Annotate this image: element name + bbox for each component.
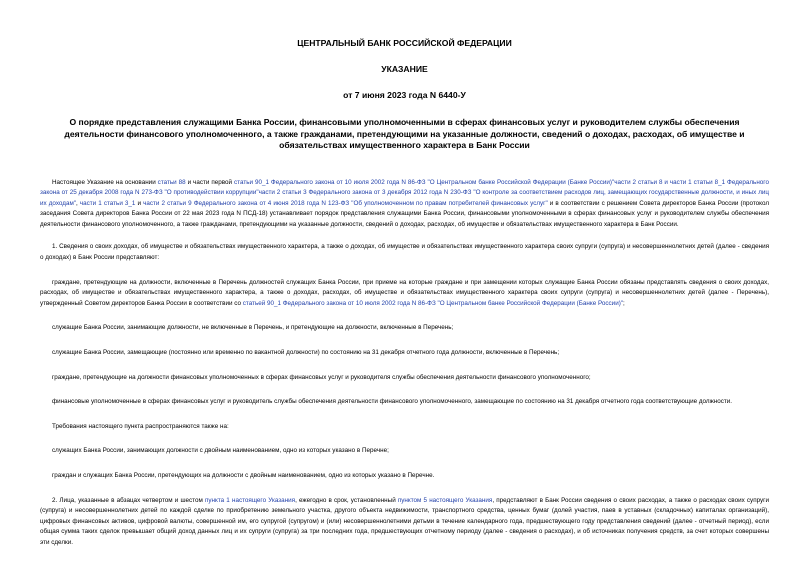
text-fragment: и [135,199,144,207]
text-fragment: и части первой [185,178,235,186]
link-point-5[interactable]: пунктом 5 настоящего Указания [397,496,493,504]
text-fragment: граждане, претендующие на должности, включенные в Перечень должностей служащих Банка России, при приеме на которые граждане и при замещении которых служащие Банка России обязаны представлять сведения о своих доходах, расходах, об имуществе и обязательствах имущественного характера, а также о доходах, расходах, об имуществе и обязательствах имущественного характера своих супруги (супруга) и несовершеннолетних детей (далее - Перечень), утвержденный Советом директоров Банка России в соответствии со [40,278,769,307]
paragraph-employees-not-listed: служащие Банка России, занимающие должности, не включенные в Перечень, и претендующие на должности, включенные в Перечень; [52,324,454,332]
paragraph-requirements: Требования настоящего пункта распространяются также на: [52,422,229,430]
document-type: УКАЗАНИЕ [381,64,428,74]
paragraph-ombudsman-applicants: граждане, претендующие на должности финансовых уполномоченных в сферах финансовых услуг и руководителя службы обеспечения деятельности финансового уполномоченного; [52,373,591,381]
paragraph-double-title-applicants: граждан и служащих Банка России, претендующих на должности с двойным наименованием, одно из которых указано в Перечне. [52,472,435,479]
document-title: О порядке представления служащими Банка России, финансовыми уполномоченными в сферах финансовых услуг и руководителем службы обеспечения деятельности финансового уполномоченного, а также гражданами, претендующими на указанные должности, сведений о доходах, расходах, об имуществе и обязательствах имущественного характера в Банк России [64,117,745,150]
text-fragment: , ежегодно в срок, установленный [295,496,398,504]
paragraph-employees-listed: служащие Банка России, замещающие (постоянно или временно по вакантной должности) по состоянию на 31 декабря отчетного года должности, включенные в Перечень; [52,349,560,357]
paragraph-double-title-employees: служащих Банка России, занимающих должности с двойным наименованием, одно из которых указано в Перечне; [52,447,389,455]
text-fragment: , [76,199,80,207]
document-body [40,178,769,549]
intro-paragraph [40,178,769,231]
link-law-230fz[interactable]: части 2 статьи 3 Федерального закона от 3 декабря 2012 года N 230-ФЗ "О контроле за соответствием расходов лиц, замещающих государственные должности, и иных лиц их доходам" [40,189,769,207]
link-law-273fz[interactable]: части 2 статьи 8 и части 1 статьи 8_1 Федерального закона от 25 декабря 2008 года N 273-ФЗ "О противодействии коррупции" [40,178,769,197]
org-name: ЦЕНТРАЛЬНЫЙ БАНК РОССИЙСКОЙ ФЕДЕРАЦИИ [297,38,512,48]
link-law-123fz[interactable]: части 2 статьи 9 Федерального закона от 4 июня 2018 года N 123-ФЗ "Об уполномоченном по правам потребителей финансовых услуг" [143,199,548,207]
paragraph-2 [40,496,769,549]
link-article-3-1[interactable]: части 1 статьи 3_1 [79,199,136,207]
link-point-1[interactable]: пункта 1 настоящего Указания [204,496,296,504]
text-fragment: 2. Лица, указанные в абзацах четвертом и шестом [52,496,205,504]
text-fragment: и в соответствии с решением Совета директоров Банка России (протокол заседания Совета директоров Банка России от 22 мая 2023 года N ПСД-18) устанавливает порядок представления служащими Банка России, финансовыми уполномоченными в сферах финансовых услуг и руководителем службы обеспечения деятельности финансового уполномоченного, а также гражданами, претендующими на указанные должности, сведений о доходах, расходах, об имуществе и обязательствах имущественного характера в Банк России. [40,199,770,228]
document-date: от 7 июня 2023 года N 6440-У [343,90,466,100]
text-fragment: ; [623,299,625,307]
link-article-90-1[interactable]: статьей 90_1 Федерального закона от 10 июля 2002 года N 86-ФЗ "О Центральном банке Российской Федерации (Банке России)" [242,299,624,307]
paragraph-applicants [40,278,769,310]
link-law-86fz[interactable]: статьи 90_1 Федерального закона от 10 июля 2002 года N 86-ФЗ "О Центральном банке Российской Федерации (Банке России)" [234,178,615,186]
text-fragment: , представляют в Банк России сведения о своих расходах, а также о расходах своих супруги (супруга) и несовершеннолетних детей по каждой сделке по приобретению земельного участка, другого объекта недвижимости, транспортного средства, ценных бумаг (долей участия, паев в уставных (складочных) капиталах организаций), цифровых финансовых активов, цифровой валюты, совершенной им, его супругой (супругом) и (или) несовершеннолетними детьми в течение календарного года, предшествующего году представления сведений (далее - отчетный период), если общая сумма таких сделок превышает общий доход данных лиц и их супруги (супруга) за три последних года, предшествующих отчетному периоду (далее - сведения о расходах), и об источниках получения средств, за счет которых совершены эти сделки. [40,496,769,546]
text-fragment: Настоящее Указание на основании [52,178,158,186]
link-article-88[interactable]: статьи 88 [157,178,186,186]
paragraph-1: 1. Сведения о своих доходах, об имуществе и обязательствах имущественного характера, а также о доходах, об имуществе и обязательствах имущественного характера своих супруги (супруга) и несовершеннолетних детей (далее - сведения о доходах) в Банк России представляют: [40,243,769,262]
paragraph-ombudsman: финансовые уполномоченные в сферах финансовых услуг и руководитель службы обеспечения деятельности финансового уполномоченного, замещающие по состоянию на 31 декабря отчетного года соответствующие должности. [52,398,733,406]
